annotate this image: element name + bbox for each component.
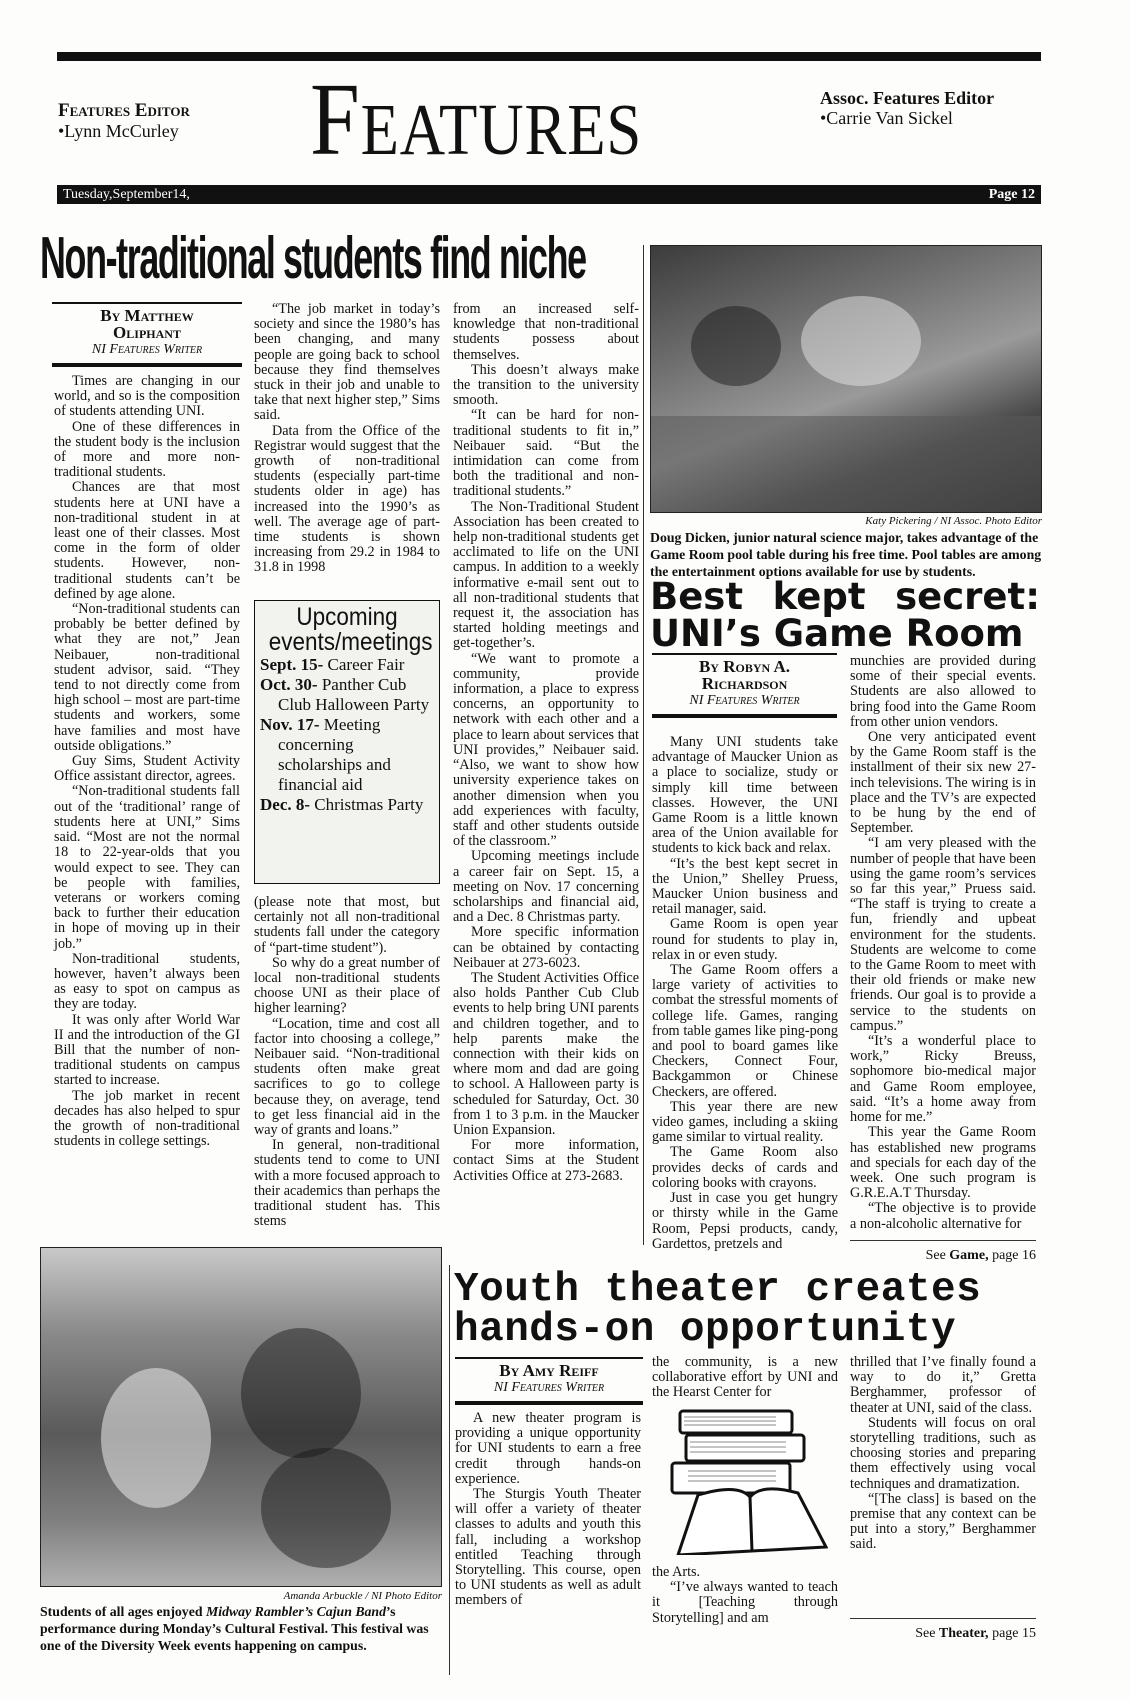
assoc-features-editor <box>820 88 994 128</box>
paragraph: Non-traditional students, however, haven’t always been as easy to spot on campus as they are today. <box>54 950 240 1013</box>
article1-column-2-top <box>254 302 440 576</box>
jump-suffix: page 16 <box>988 1248 1036 1263</box>
article2-column-2 <box>850 654 1036 1232</box>
paragraph: thrilled that I’ve finally found a way to do it,” Gretta Berghammer, professor of theater at UNI, said of the class. <box>850 1354 1036 1416</box>
event-item <box>260 675 434 715</box>
caption-band-name: Midway Rambler’s Cajun Band <box>205 1604 387 1619</box>
jump-link-theater[interactable] <box>850 1618 1036 1642</box>
article1-column-3 <box>453 302 639 1184</box>
upcoming-events-box <box>254 600 440 884</box>
paragraph: This year the Game Room has established new programs and specials for each day of the week. One such program is G.R.E.A.T Thursday. <box>850 1124 1036 1202</box>
event-text: Christmas Party <box>310 795 424 814</box>
caption-text: ’s performance during Monday’s Cultural Festival. This festival was one of the Diversity Week events happening on campus. <box>40 1604 429 1653</box>
paragraph: “[The class] is based on the premise that any context can be put into a story,” Berghammer said. <box>850 1490 1036 1553</box>
paragraph: the Arts. <box>652 1564 701 1580</box>
article1-column-1 <box>54 374 240 1149</box>
photo-credit: Katy Pickering / NI Assoc. Photo Editor <box>865 515 1042 527</box>
event-text: Panther Cub Club Halloween Party <box>278 675 430 714</box>
byline-title: NI Features Writer <box>91 342 203 357</box>
paragraph: This year there are new video games, including a skiing game similar to virtual reality. <box>652 1098 838 1146</box>
event-text: Meeting concerning scholarships and financial aid <box>278 715 391 794</box>
paragraph: “We want to promote a community, provide information, a place to express concerns, an opportunity to network with each other and a place to learn about services that UNI provides,” Neibauer said. “Also, we want to show how university experience takes on another dimension when you add experiences with faculty, staff and other students outside of the classroom.” <box>453 650 639 850</box>
paragraph: A new theater program is providing a unique opportunity for UNI students to earn a free credit through hands-on experience. <box>455 1410 641 1487</box>
byline-richardson <box>652 653 837 718</box>
paragraph: In general, non-traditional students tend to come to UNI with a more focused approach to their academics than perhaps the traditional student has. This stems <box>254 1137 440 1230</box>
stack-of-books-icon <box>668 1405 828 1555</box>
paragraph: Guy Sims, Student Activity Office assistant director, agrees. <box>54 753 240 785</box>
issue-date: Tuesday,September14, <box>63 187 190 202</box>
event-item <box>260 655 434 675</box>
byline-title: NI Features Writer <box>689 693 800 708</box>
photo-caption: Doug Dicken, junior natural science major, takes advantage of the Game Room pool table during his free time. Pool tables are among the entertainment options available for use by students. <box>650 530 1042 579</box>
jump-prefix: See <box>915 1626 939 1641</box>
paragraph: More specific information can be obtained by contacting Neibauer at 273-6023. <box>453 924 639 971</box>
paragraph: For more information, contact Sims at the Student Activities Office at 273-2683. <box>453 1137 639 1184</box>
section-title: Features <box>310 62 643 177</box>
paragraph: Many UNI students take advantage of Maucker Union as a place to socialize, study or simply kill time between classes. However, the UNI Game Room is a little known area of the Union available for students to kick back and relax. <box>652 734 838 857</box>
event-date: Oct. 30- <box>260 675 318 694</box>
paragraph: Game Room is open year round for students to play in, relax in or even study. <box>652 916 838 963</box>
masthead-rule <box>57 52 1041 61</box>
byline-name: By Amy Reiff <box>499 1361 599 1380</box>
byline-name: By Matthew <box>100 306 194 325</box>
paragraph: “It’s the best kept secret in the Union,” Shelley Pruess, Maucker Union business and retail manager, said. <box>652 855 838 918</box>
pool-table-photo <box>650 245 1042 513</box>
paragraph: The job market in recent decades has also helped to spur the growth of non-traditional students in college settings. <box>54 1087 240 1150</box>
headline-line: Youth theater creates <box>454 1267 982 1313</box>
headline-youth-theater <box>454 1267 1044 1353</box>
headline-word: Best <box>650 575 744 618</box>
paragraph: The Game Room offers a large variety of activities to combat the stressful moments of college life. Games, ranging from table games like ping-pong and pool to board games like Checkers, Connect Four, Backgammon or Chinese Checkers, are offered. <box>652 962 838 1100</box>
jump-suffix: page 15 <box>988 1626 1036 1641</box>
headline-word: kept <box>772 575 866 618</box>
event-text: Career Fair <box>323 655 405 674</box>
paragraph: Data from the Office of the Registrar would suggest that the growth of non-traditional students (especially part-time students older in age) has increased into the 1990’s as well. The average age of part-time students is shown increasing from 29.2 in 1984 to 31.8 in 1998 <box>254 422 440 576</box>
photo-caption <box>40 1603 442 1654</box>
paragraph: Just in case you get hungry or thirsty while in the Game Room, Pepsi products, candy, Gardettos, pretzels and <box>652 1190 838 1252</box>
event-date: Nov. 17- <box>260 715 320 734</box>
byline-name: Oliphant <box>113 323 181 342</box>
article3-column-2-bottom <box>652 1565 838 1626</box>
features-editor-role: Features Editor <box>58 100 190 121</box>
paragraph: It was only after World War II and the introduction of the GI Bill that the number of non-traditional students on campus started to increase. <box>54 1011 240 1089</box>
photo-figure <box>261 1448 391 1568</box>
cultural-festival-photo <box>40 1247 442 1587</box>
assoc-editor-role: Assoc. Features Editor <box>820 88 995 108</box>
paragraph: (please note that most, but certainly not all non-traditional students fall under the category of “part-time student”). <box>254 894 440 956</box>
jump-word: Game, <box>949 1248 989 1263</box>
page-number: Page 12 <box>988 187 1035 202</box>
headline-line: hands-on opportunity <box>454 1307 957 1353</box>
paragraph: The Game Room also provides decks of cards and coloring books with crayons. <box>652 1144 838 1191</box>
paragraph: So why do a great number of local non-traditional students choose UNI as their place of higher learning? <box>254 954 440 1017</box>
photo-credit: Amanda Arbuckle / NI Photo Editor <box>283 1590 442 1602</box>
article3-column-1 <box>455 1411 641 1609</box>
event-item <box>260 795 434 815</box>
paragraph: “I am very pleased with the number of people that have been using the game room’s services so far this year,” Pruess said. “The staff is trying to create a fun, friendly and upbeat environment for the students. Students are welcome to come to the Game Room to meet with their old friends or make new friends. Our goal is to provide a service to the students on campus.” <box>850 835 1036 1034</box>
paragraph: “The objective is to provide a non-alcoholic alternative for <box>850 1200 1036 1232</box>
caption-text: Students of all ages enjoyed <box>40 1604 206 1619</box>
paragraph: “The job market in today’s society and since the 1980’s has been changing, and many people are going back to school because they find themselves stuck in their job and unable to take that next higher step,” Sims said. <box>254 301 440 424</box>
paragraph: The Student Activities Office also holds Panther Cub Club events to help bring UNI parents and children together, and to help parents make the connection with their kids on where mom and dad are going to school. A Halloween party is scheduled for Saturday, Oct. 30 from 1 to 3 p.m. in the Maucker Union Expansion. <box>453 969 639 1138</box>
paragraph: Times are changing in our world, and so is the composition of students attending UNI. <box>54 373 240 420</box>
event-date: Sept. 15- <box>260 655 324 674</box>
events-heading: Upcoming <box>296 603 398 631</box>
paragraph: Chances are that most students here at UNI have a non-traditional student in at least one of their classes. Most come in the form of older students. However, non-traditional students can’t be defined by age alone. <box>54 479 240 602</box>
photo-figure <box>101 1368 211 1508</box>
paragraph: munchies are provided during some of their special events. Students are also allowed to bring food into the Game Room from other union vendors. <box>850 653 1036 730</box>
paragraph: “Non-traditional students fall out of the ‘traditional’ range of students here at UNI,” Sims said. “Most are not the normal 18 to 22-year-olds that you would expect to see. They can be people with families, veterans or workers coming back to further their education in hope of moving up in their job.” <box>54 783 240 952</box>
assoc-editor-name: •Carrie Van Sickel <box>820 108 953 128</box>
headline-word: secret: <box>895 575 1040 618</box>
paragraph: Upcoming meetings include a career fair on Sept. 15, a meeting on Nov. 17 concerning scholarships and financial aid, and a Dec. 8 Christmas party. <box>453 848 639 926</box>
jump-prefix: See <box>925 1248 950 1263</box>
article3-column-3 <box>850 1355 1036 1553</box>
paragraph: from an increased self-knowledge that non-traditional students possess about themselves. <box>453 301 639 363</box>
paragraph: The Sturgis Youth Theater will offer a variety of theater classes to adults and youth this fall, including a workshop entitled Teaching through Storytelling. This course, open to UNI students as well as adult members of <box>455 1486 641 1609</box>
byline-reiff <box>455 1357 643 1405</box>
paragraph: “I’ve always wanted to teach it [Teaching through Storytelling] and am <box>652 1579 838 1626</box>
article1-column-2-bottom <box>254 895 440 1229</box>
byline-name: Richardson <box>701 674 788 693</box>
paragraph: “Non-traditional students can probably be better defined by what they are not,” Jean Neibauer, non-traditional student advisor, said. “They tend to not directly come from high school – most are part-time students and workers, some have families and most have outside obligations.” <box>54 601 240 754</box>
photo-figure <box>801 296 921 386</box>
paragraph: One of these differences in the student body is the inclusion of more and more non-traditional students. <box>54 418 240 481</box>
column-divider <box>643 245 644 1245</box>
event-item <box>260 715 434 795</box>
paragraph: “Location, time and cost all factor into choosing a college,” Neibauer said. “Non-traditional students often make great sacrifices to go to college because they, on average, tend to get less financial aid in the way of grants and loans.” <box>254 1015 440 1139</box>
headline-game-room <box>650 575 1040 655</box>
jump-word: Theater, <box>938 1626 989 1641</box>
event-date: Dec. 8- <box>260 795 311 814</box>
paragraph: Students will focus on oral storytelling traditions, such as choosing stories and preparing them effectively using vocal techniques and dramatization. <box>850 1414 1036 1492</box>
date-bar <box>57 185 1041 204</box>
paragraph: the community, is a new collaborative effort by UNI and the Hearst Center for <box>652 1354 838 1401</box>
byline-name: By Robyn A. <box>698 657 791 676</box>
features-editor-name: •Lynn McCurley <box>58 121 179 141</box>
paragraph: “It’s a wonderful place to work,” Ricky Breuss, sophomore bio-medical major and Game Room employee, said. “It’s a home away from home for me.” <box>850 1033 1036 1126</box>
byline-oliphant <box>52 302 242 367</box>
photo-figure <box>691 306 781 386</box>
features-editor <box>58 100 190 142</box>
headline-line: UNI’s Game Room <box>650 612 1024 655</box>
photo-figure <box>241 1328 361 1458</box>
paragraph: One very anticipated event by the Game Room staff is the installment of their six new 27-inch televisions. The wiring is in place and the TV’s are expected to be hung by the end of September. <box>850 729 1036 837</box>
article2-column-1 <box>652 735 838 1252</box>
pool-table <box>651 416 1042 513</box>
paragraph: “It can be hard for non-traditional students to fit in,” Neibauer said. “But the intimidation can come from both the traditional and non-traditional students.” <box>453 407 639 500</box>
headline-nontraditional: Non-traditional students find niche <box>40 225 586 292</box>
paragraph: The Non-Traditional Student Association has been created to help non-traditional students get acclimated to life on the UNI campus. In addition to a weekly informative e-mail sent out to all non-traditional students that request it, the association has started holding meetings and get-together’s. <box>453 498 639 652</box>
byline-title: NI Features Writer <box>493 1380 605 1395</box>
events-heading: events/meetings <box>268 628 433 656</box>
paragraph: This doesn’t always make the transition to the university smooth. <box>453 361 639 409</box>
jump-link-game[interactable] <box>850 1240 1036 1264</box>
column-divider <box>449 1265 450 1675</box>
article3-column-2-top <box>652 1355 838 1401</box>
